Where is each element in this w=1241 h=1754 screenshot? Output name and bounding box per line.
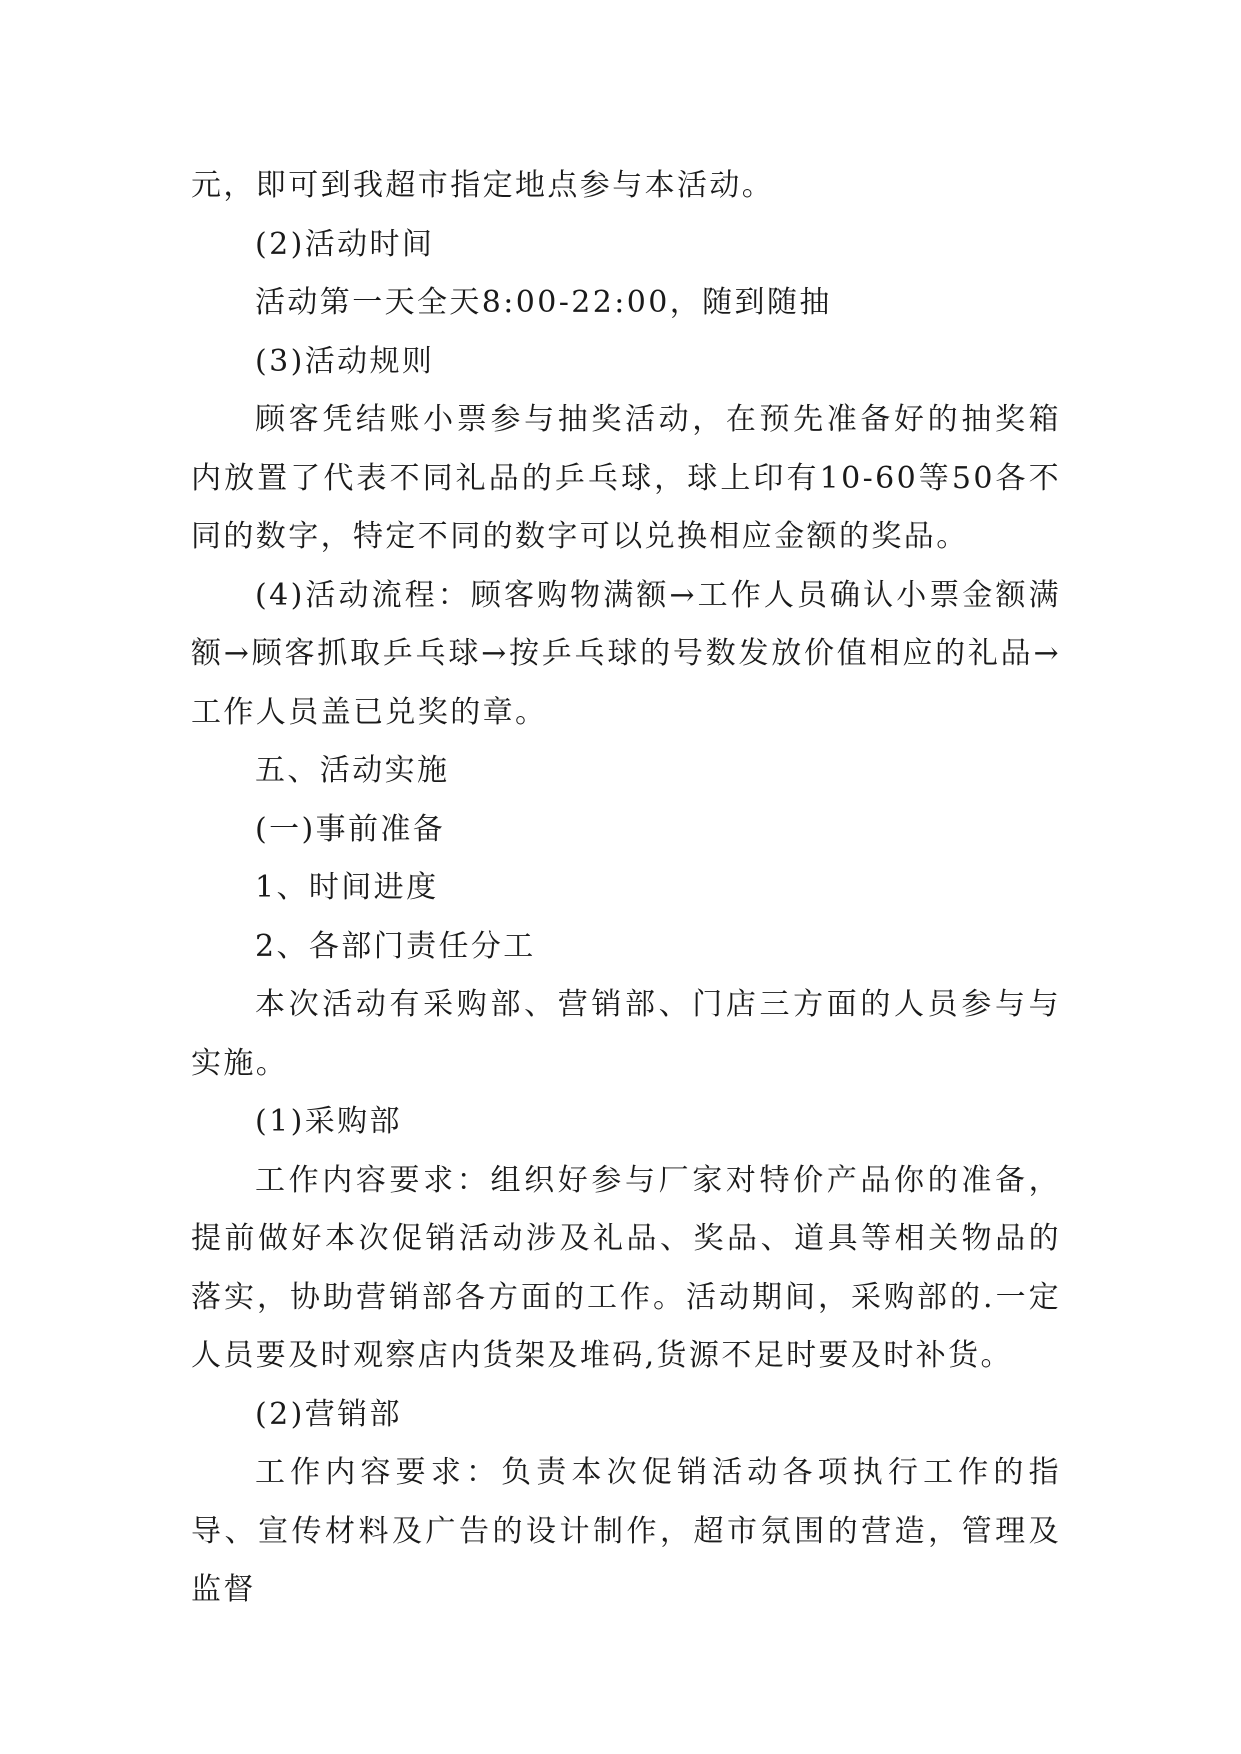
paragraph: 元，即可到我超市指定地点参与本活动。 — [191, 168, 775, 203]
paragraph: 五、活动实施 — [255, 753, 450, 788]
paragraph: 本次活动有采购部、营销部、门店三方面的人员参与与实施。 — [191, 987, 1061, 1081]
document-body — [191, 157, 1061, 1620]
paragraph: (2)活动时间 — [255, 226, 435, 262]
paragraph: 工作内容要求：组织好参与厂家对特价产品你的准备，提前做好本次促销活动涉及礼品、奖品、道具等相关物品的落实，协助营销部各方面的工作。活动期间，采购部的.一定人员要及时观察店内货架及堆码,货源不足时要及时补货。 — [191, 1162, 1061, 1373]
paragraph: 2、各部门责任分工 — [255, 928, 536, 964]
paragraph: (3)活动规则 — [255, 343, 435, 379]
paragraph: 1、时间进度 — [255, 870, 439, 905]
paragraph: (一)事前准备 — [255, 811, 446, 847]
paragraph: (1)采购部 — [255, 1104, 402, 1139]
paragraph: 活动第一天全天8:00-22:00，随到随抽 — [255, 285, 832, 320]
paragraph: 顾客凭结账小票参与抽奖活动，在预先准备好的抽奖箱内放置了代表不同礼品的乒乓球，球上印有10-60等50各不同的数字，特定不同的数字可以兑换相应金额的奖品。 — [191, 402, 1061, 554]
paragraph: (4)活动流程：顾客购物满额→工作人员确认小票金额满额→顾客抓取乒乓球→按乒乓球的号数发放价值相应的礼品→工作人员盖已兑奖的章。 — [191, 577, 1061, 730]
paragraph: 工作内容要求：负责本次促销活动各项执行工作的指导、宣传材料及广告的设计制作，超市氛围的营造，管理及监督 — [191, 1455, 1061, 1607]
paragraph: (2)营销部 — [255, 1396, 402, 1432]
